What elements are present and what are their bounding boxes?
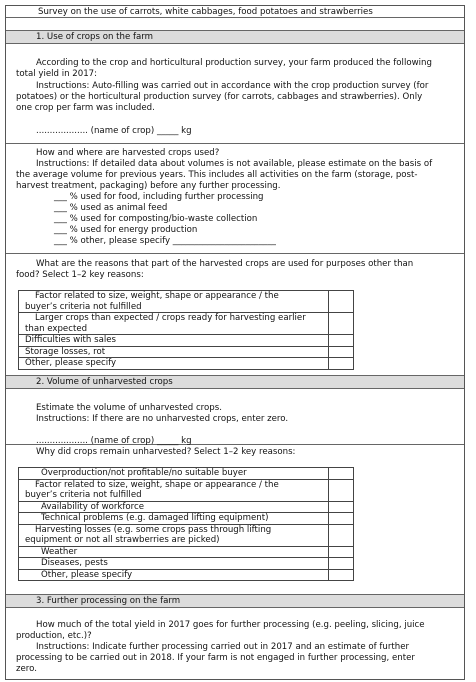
table-row: Diseases, pests xyxy=(19,558,354,570)
further-processing-block xyxy=(6,608,464,679)
reason-checkbox[interactable] xyxy=(329,291,354,313)
reason-checkbox[interactable] xyxy=(329,501,354,513)
survey-title: Survey on the use of carrots, white cabbages, food potatoes and strawberries xyxy=(38,7,373,17)
table-row: Technical problems (e.g. damaged lifting equipment) xyxy=(19,513,354,525)
spacer-row xyxy=(6,18,464,31)
instructions-text: the average volume for previous years. This includes all activities on the farm (storage, post- xyxy=(16,170,418,180)
table-row: Storage losses, rot xyxy=(19,346,354,358)
reason-checkbox[interactable] xyxy=(329,558,354,570)
instructions-text: Instructions: If there are no unharvested crops, enter zero. xyxy=(36,414,289,424)
reason-checkbox[interactable] xyxy=(329,346,354,358)
reason-checkbox[interactable] xyxy=(329,546,354,558)
survey-form xyxy=(5,5,465,680)
table-row: Factor related to size, weight, shape or appearance / the buyer’s criteria not fulfilled xyxy=(19,479,354,501)
instructions-text: processing to be carried out in 2018. If your farm is not engaged in further processing, enter xyxy=(16,653,415,663)
reasons-block xyxy=(6,254,464,376)
section-3-title: 3. Further processing on the farm xyxy=(36,596,181,606)
section-2-header xyxy=(6,376,464,389)
table-row: Factor related to size, weight, shape or appearance / the buyer’s criteria not fulfilled xyxy=(19,291,354,313)
instructions-text: one crop per farm was included. xyxy=(16,103,155,113)
question-text: Why did crops remain unharvested? Select 1–2 key reasons: xyxy=(36,447,296,457)
section-1-title: 1. Use of crops on the farm xyxy=(36,32,154,42)
question-text: food? Select 1–2 key reasons: xyxy=(16,270,144,280)
unharvested-reasons-table xyxy=(18,467,354,581)
table-row: Harvesting losses (e.g. some crops pass through lifting equipment or not all strawberries are picked) xyxy=(19,524,354,546)
reason-checkbox[interactable] xyxy=(329,479,354,501)
instructions-text: potatoes) or the horticultural production survey (for carrots, cabbages and strawberries). Only xyxy=(16,92,423,102)
unharvested-reasons-block xyxy=(6,445,464,595)
question-text: production, etc.)? xyxy=(16,631,92,641)
section-1-intro-block xyxy=(6,44,464,144)
instructions-text: Instructions: Auto-filling was carried out in accordance with the crop production survey (for xyxy=(36,81,429,91)
reason-checkbox[interactable] xyxy=(329,524,354,546)
table-row: Larger crops than expected / crops ready for harvesting earlier than expected xyxy=(19,313,354,335)
crop-yield-field[interactable]: ................... (name of crop) _____ kg xyxy=(36,126,192,136)
title-row xyxy=(6,6,464,18)
question-text: How and where are harvested crops used? xyxy=(36,148,220,158)
question-text: Estimate the volume of unharvested crops. xyxy=(36,403,222,413)
unharvested-volume-field[interactable]: ................... (name of crop) _____ kg xyxy=(36,436,192,446)
instructions-text: Instructions: If detailed data about volumes is not available, please estimate on the basis of xyxy=(36,159,433,169)
table-row: Weather xyxy=(19,546,354,558)
instructions-text: harvest treatment, packaging) before any further processing. xyxy=(16,181,281,191)
use-percent-field[interactable]: ___ % used for composting/bio-waste collection xyxy=(54,214,258,224)
intro-text: total yield in 2017: xyxy=(16,69,98,79)
table-row: Other, please specify xyxy=(19,358,354,370)
reason-checkbox[interactable] xyxy=(329,358,354,370)
unharvested-volume-block xyxy=(6,389,464,445)
reason-checkbox[interactable] xyxy=(329,569,354,581)
reason-checkbox[interactable] xyxy=(329,513,354,525)
question-text: How much of the total yield in 2017 goes for further processing (e.g. peeling, slicing, juice xyxy=(36,620,425,630)
table-row: Difficulties with sales xyxy=(19,335,354,347)
table-row: Availability of workforce xyxy=(19,501,354,513)
use-percent-field[interactable]: ___ % used for food, including further processing xyxy=(54,192,264,202)
use-percent-field[interactable]: ___ % other, please specify ________________________ xyxy=(54,236,276,246)
crop-use-block xyxy=(6,144,464,254)
table-row: Overproduction/not profitable/no suitable buyer xyxy=(19,468,354,480)
reason-checkbox[interactable] xyxy=(329,468,354,480)
reasons-table xyxy=(18,290,354,370)
section-1-header xyxy=(6,31,464,44)
question-text: What are the reasons that part of the harvested crops are used for purposes other than xyxy=(36,259,414,269)
section-3-header xyxy=(6,595,464,608)
reason-checkbox[interactable] xyxy=(329,313,354,335)
use-percent-field[interactable]: ___ % used for energy production xyxy=(54,225,198,235)
instructions-text: zero. xyxy=(16,664,37,674)
section-2-title: 2. Volume of unharvested crops xyxy=(36,377,173,387)
instructions-text: Instructions: Indicate further processing carried out in 2017 and an estimate of further xyxy=(36,642,410,652)
table-row: Other, please specify xyxy=(19,569,354,581)
intro-text: According to the crop and horticultural production survey, your farm produced the following xyxy=(36,58,432,68)
use-percent-field[interactable]: ___ % used as animal feed xyxy=(54,203,168,213)
reason-checkbox[interactable] xyxy=(329,335,354,347)
